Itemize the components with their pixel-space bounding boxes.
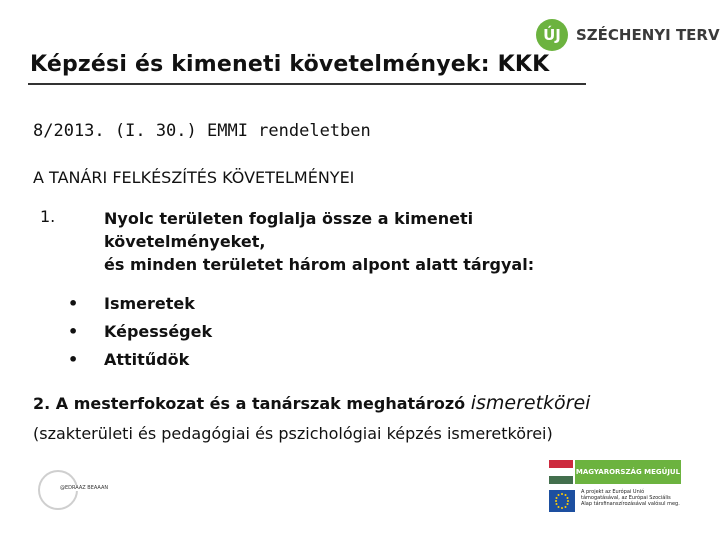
magyarorszag-megujul-bar: MAGYARORSZÁG MEGÚJUL bbox=[575, 460, 681, 484]
bullet-icon: • bbox=[68, 294, 79, 313]
hungarian-flag-icon bbox=[549, 460, 573, 484]
institution-logo bbox=[38, 470, 109, 510]
bullet-icon: • bbox=[68, 350, 79, 369]
list-item-1-text bbox=[104, 207, 624, 276]
item-1-line-3: és minden területet három alpont alatt tárgyal: bbox=[104, 255, 535, 274]
eu-funding-badge bbox=[549, 458, 681, 516]
eu-flag-icon bbox=[549, 490, 575, 512]
item-2-emphasis: ismeretkörei bbox=[470, 392, 591, 414]
eu-funding-text: A projekt az Európai Unió támogatásával, az Európai Szociális Alap társfinanszírozásával valósul meg. bbox=[581, 489, 680, 507]
bullet-label: Ismeretek bbox=[104, 294, 195, 313]
bullet-label: Attitűdök bbox=[104, 350, 190, 369]
title-underline bbox=[28, 83, 586, 85]
list-number-1: 1. bbox=[40, 207, 56, 226]
item-1-line-2: követelményeket, bbox=[104, 232, 266, 251]
bullet-label: Képességek bbox=[104, 322, 213, 341]
section-heading: A TANÁRI FELKÉSZÍTÉS KÖVETELMÉNYEI bbox=[33, 168, 355, 187]
uj-logo-icon: ÚJ bbox=[536, 19, 568, 51]
page-title: Képzési és kimeneti követelmények: KKK bbox=[30, 52, 550, 77]
list-item-2 bbox=[33, 392, 590, 414]
bullet-icon: • bbox=[68, 322, 79, 341]
regulation-line: 8/2013. (I. 30.) EMMI rendeletben bbox=[33, 121, 371, 141]
institution-logo-text: @EDRAAZ BEAAAN bbox=[60, 485, 109, 491]
logo-text: SZÉCHENYI TERV bbox=[576, 26, 720, 44]
list-item-2-detail: (szakterületi és pedagógiai és pszichológiai képzés ismeretkörei) bbox=[33, 424, 553, 443]
item-2-prefix: 2. A mesterfokozat és a tanárszak meghatározó bbox=[33, 394, 471, 413]
item-1-line-1: Nyolc területen foglalja össze a kimeneti bbox=[104, 209, 474, 228]
